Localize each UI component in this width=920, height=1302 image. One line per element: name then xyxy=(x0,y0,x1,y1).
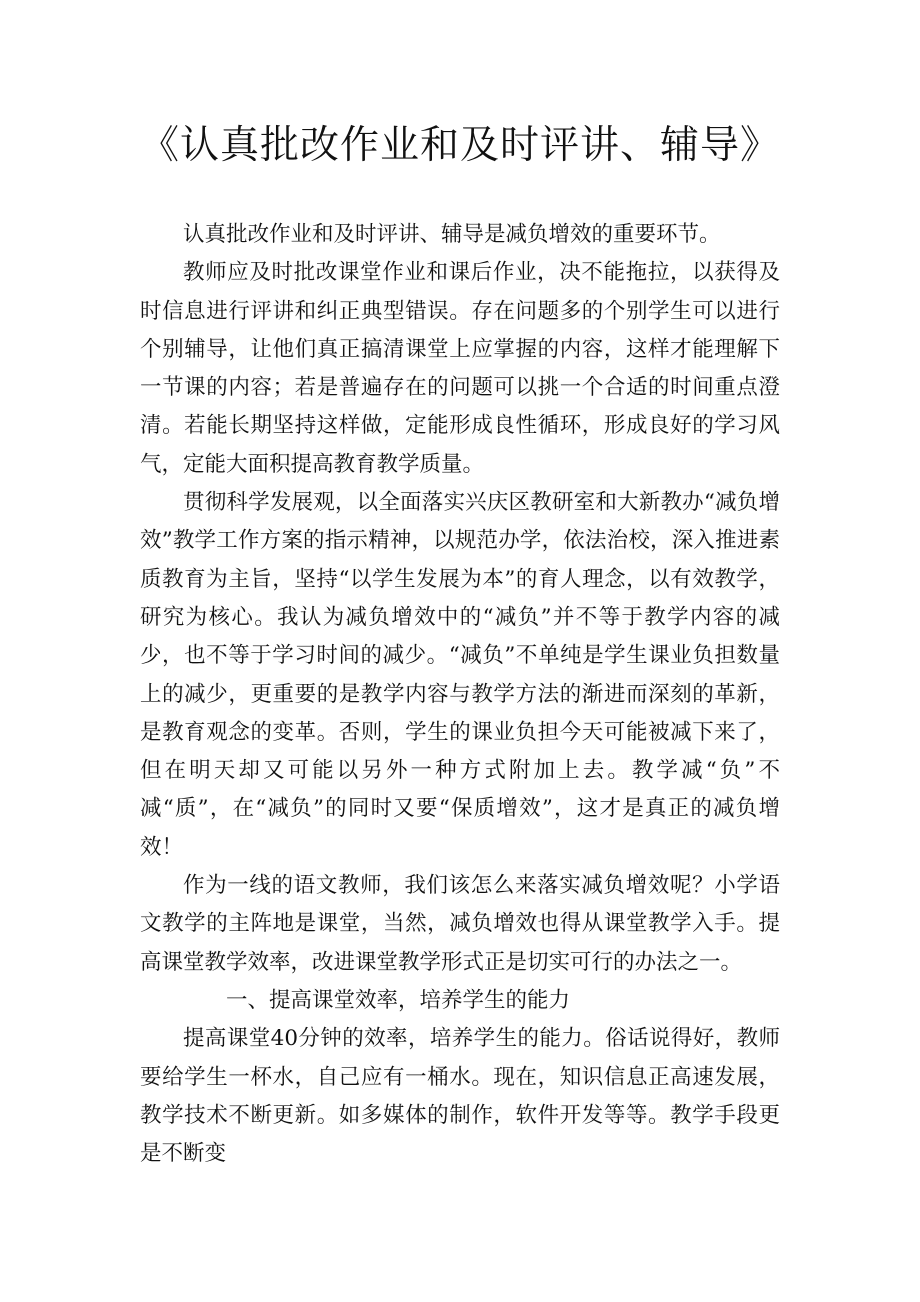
paragraph-intro: 认真批改作业和及时评讲、辅导是减负增效的重要环节。 xyxy=(183,222,721,247)
document-title: 《认真批改作业和及时评讲、辅导》 xyxy=(139,123,780,168)
paragraph-teacher-role: 作为一线的语文教师，我们该怎么来落实减负增效呢？小学语文教学的主阵地是课堂，当然，减负增效也得从课堂教学入手。提高课堂教学效率，改进课堂教学形式正是切实可行的办法之一。 xyxy=(140,873,780,975)
section-heading: 一、提高课堂效率，培养学生的能力 xyxy=(226,987,571,1013)
paragraph-classroom-efficiency: 提高课堂40分钟的效率，培养学生的能力。俗话说得好，教师要给学生一杯水，自己应有一桶水。现在，知识信息正高速发展，教学技术不断更新。如多媒体的制作，软件开发等等。教学手段更是不断变 xyxy=(140,1026,780,1167)
paragraph-grading: 教师应及时批改课堂作业和课后作业，决不能拖拉，以获得及时信息进行评讲和纠正典型错误。存在问题多的个别学生可以进行个别辅导，让他们真正搞清课堂上应掌握的内容，这样才能理解下一节课的内容；若是普遍存在的问题可以挑一个合适的时间重点澄清。若能长期坚持这样做，定能形成良性循环，形成良好的学习风气，定能大面积提高教育教学质量。 xyxy=(140,260,780,477)
paragraph-policy: 贯彻科学发展观，以全面落实兴庆区教研室和大新教办“减负增效”教学工作方案的指示精神，以规范办学，依法治校，深入推进素质教育为主旨，坚持“以学生发展为本”的育人理念，以有效教学，研究为核心。我认为减负增效中的“减负”并不等于教学内容的减少，也不等于学习时间的减少。“减负”不单纯是学生课业负担数量上的减少，更重要的是教学内容与教学方法的渐进而深刻的革新，是教育观念的变革。否则，学生的课业负担今天可能被减下来了，但在明天却又可能以另外一种方式附加上去。教学减“负”不减“质”，在“减负”的同时又要“保质增效”，这才是真正的减负增效！ xyxy=(140,490,780,860)
document-body xyxy=(140,216,780,1173)
